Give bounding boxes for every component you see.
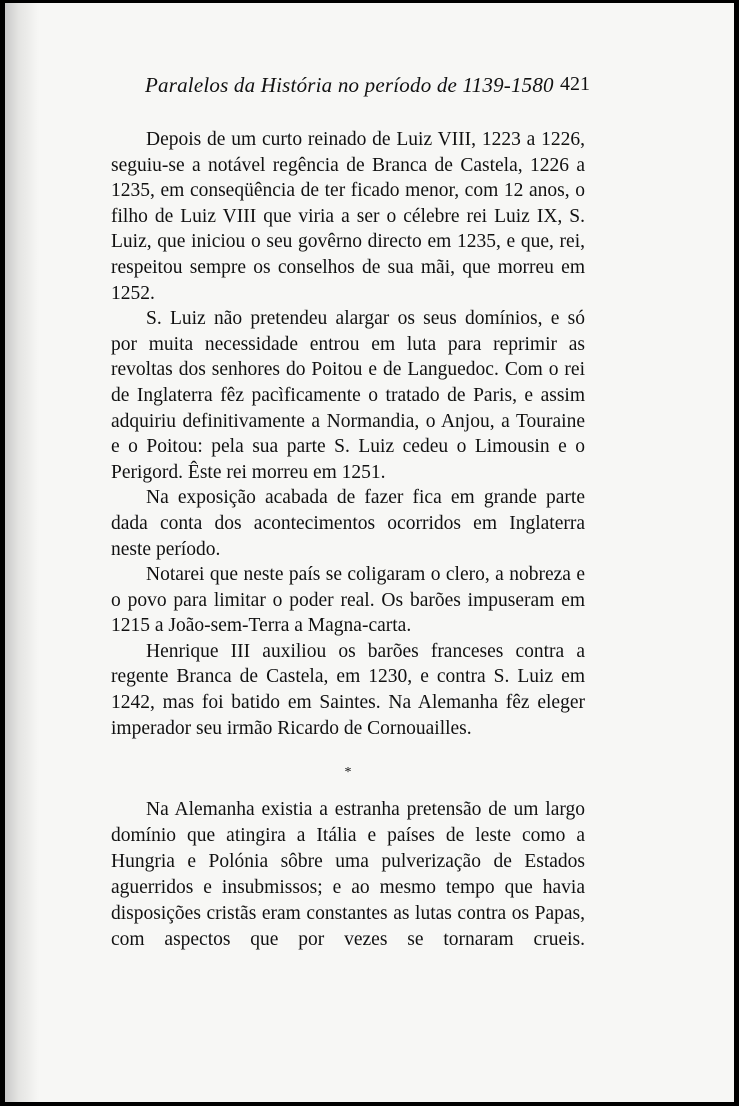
paragraph: S. Luiz não pretendeu alargar os seus domínios, e só por muita necessidade entrou em luta para reprimir as revoltas dos senhores do Poitou e de Languedoc. Com o rei de Inglaterra fêz pacìficamente o tratado de Paris, e assim adquiriu definitivamente a Normandia, o Anjou, a Touraine e o Poitou: pela sua parte S. Luiz cedeu o Limousin e o Perigord. Êste rei morreu em 1251. [111,308,585,483]
paragraph: Na exposição acabada de fazer fica em grande parte dada conta dos acontecimentos ocorridos em Inglaterra neste período. [111,487,585,560]
paragraph: Notarei que neste país se coligaram o clero, a nobreza e o povo para limitar o poder real. Os barões impuseram em 1215 a João-sem-Terra a Magna-carta. [111,564,585,637]
paragraph: Henrique III auxiliou os barões franceses contra a regente Branca de Castela, em 1230, e contra S. Luiz em 1242, mas foi batido em Saintes. Na Alemanha fêz eleger imperador seu irmão Ricardo de Cornouailles. [111,640,585,739]
scan-edge-shadow [5,3,39,1102]
paragraph: Na Alemanha existia a estranha pretensão de um largo domínio que atingira a Itália e países de leste como a Hungria e Polónia sôbre uma pulverização de Estados aguerridos e insubmissos; e ao mesmo tempo que havia disposições cristãs eram constantes as lutas contra os Papas, com aspectos que por vezes se tornaram crueis. [111,799,585,950]
page-header [145,73,590,103]
main-text [111,127,585,795]
running-head: Paralelos da História no período de 1139-1580 [145,73,554,97]
section-separator: * [344,765,352,781]
page-number: 421 [560,73,590,95]
paragraph: Depois de um curto reinado de Luiz VIII, 1223 a 1226, seguiu-se a notável regência de Branca de Castela, 1226 a 1235, em conseqüência de ter ficado menor, com 12 anos, o filho de Luiz VIII que viria a ser o célebre rei Luiz IX, S. Luiz, que iniciou o seu govêrno directo em 1235, e que, rei, respeitou sempre os conselhos de sua mãi, que morreu em 1252. [111,129,585,304]
second-section [111,797,585,953]
